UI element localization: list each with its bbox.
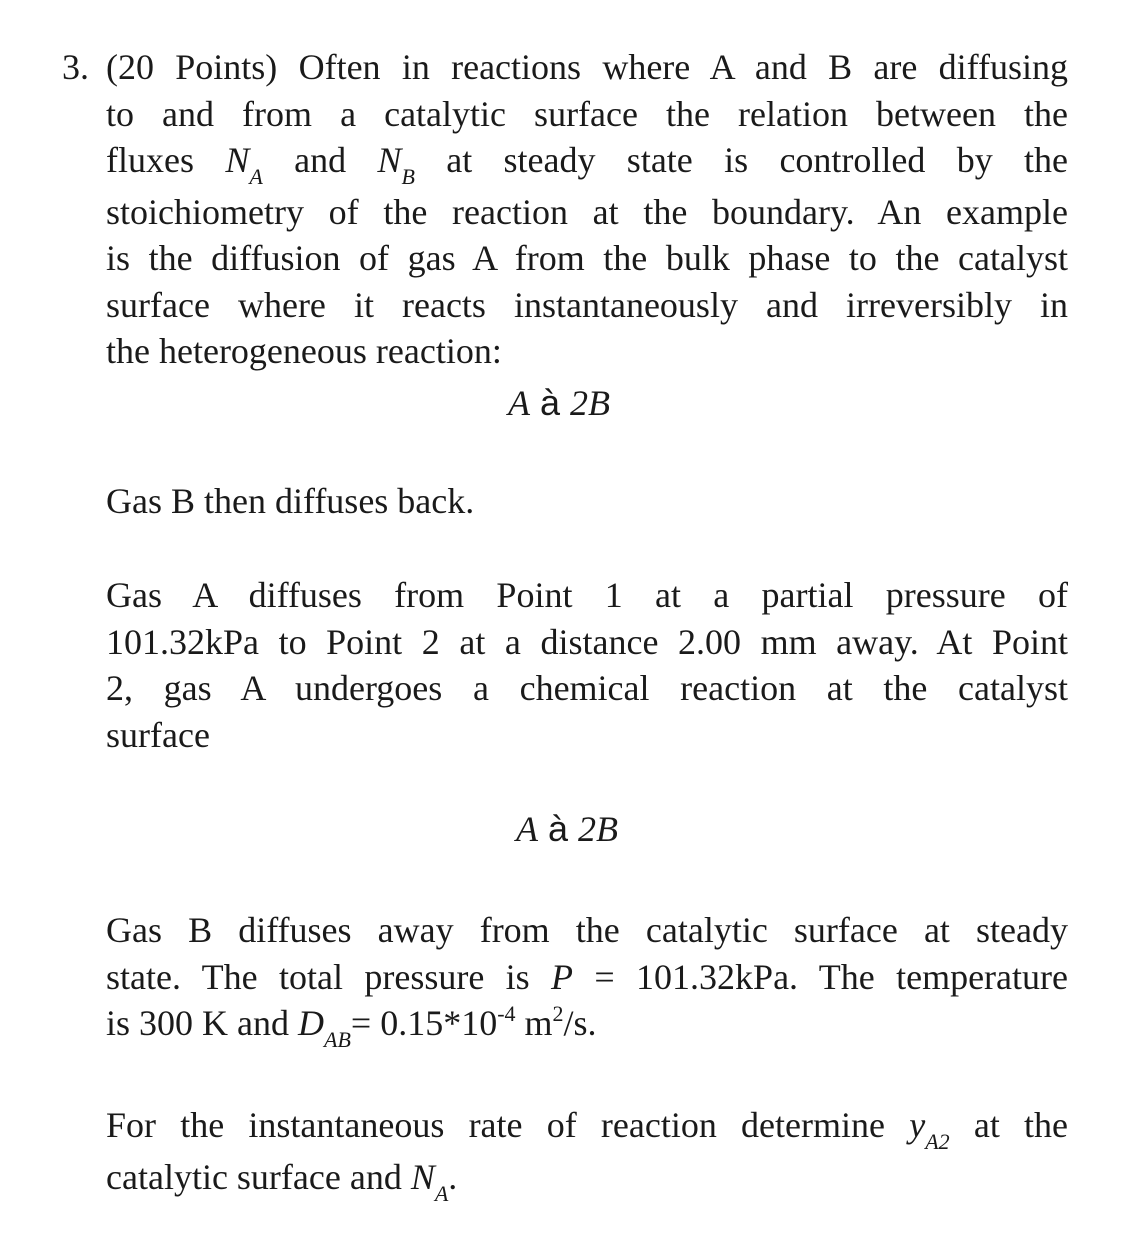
final-question [106,1102,1068,1205]
intro-line-1: (20 Points) Often in reactions where A and B are diffusing [106,47,1068,87]
gas-a-paragraph: Gas A diffuses from Point 1 at a partial pressure of 101.32kPa to Point 2 at a distance 2.00 mm away. At Point 2, gas A undergoes a chemical reaction at the catalyst surface [106,575,1068,755]
intro-line-6: surface where it reacts instantaneously and irreversibly in [106,284,1068,325]
reaction-equation-2: A à 2B [516,808,619,849]
intro-line-7: the heterogeneous reaction: [106,331,502,371]
intro-line-2: to and from a catalytic surface the relation between the [106,93,1068,134]
pressure-line: state. The total pressure is P = 101.32kPa. The temperature [106,956,1068,997]
final-line-1: For the instantaneous rate of reaction determine $y_{A2}$ at the [106,1105,1069,1154]
intro-line-4: stoichiometry of the reaction at the boundary. An example [106,191,1068,232]
diffusivity-line: is 300 K and $D_{AB}= 0.15*10^{-4}$ $m^2/s$. [106,1001,597,1052]
gas-b-paragraph: Gas B diffuses away from the catalytic surface at steady state. The total pressure is P = 101.32kPa. The temperature is 300 K and $D_{AB}= 0.15*10^{-4}$ $m^2/s$. [106,910,1068,1052]
intro-paragraph [106,44,1068,375]
intro-line-5: is the diffusion of gas A from the bulk phase to the catalyst [106,238,1068,278]
flux-line: fluxes $N_A$ and $N_B$ at steady state is controlled by the [106,140,1069,189]
gas-b-back-paragraph: Gas B then diffuses back. [106,481,475,521]
reaction-equation-1: A à 2B [508,382,611,423]
final-line-2: catalytic surface and $N_A$. [106,1156,458,1206]
question-number: 3. [62,47,89,87]
